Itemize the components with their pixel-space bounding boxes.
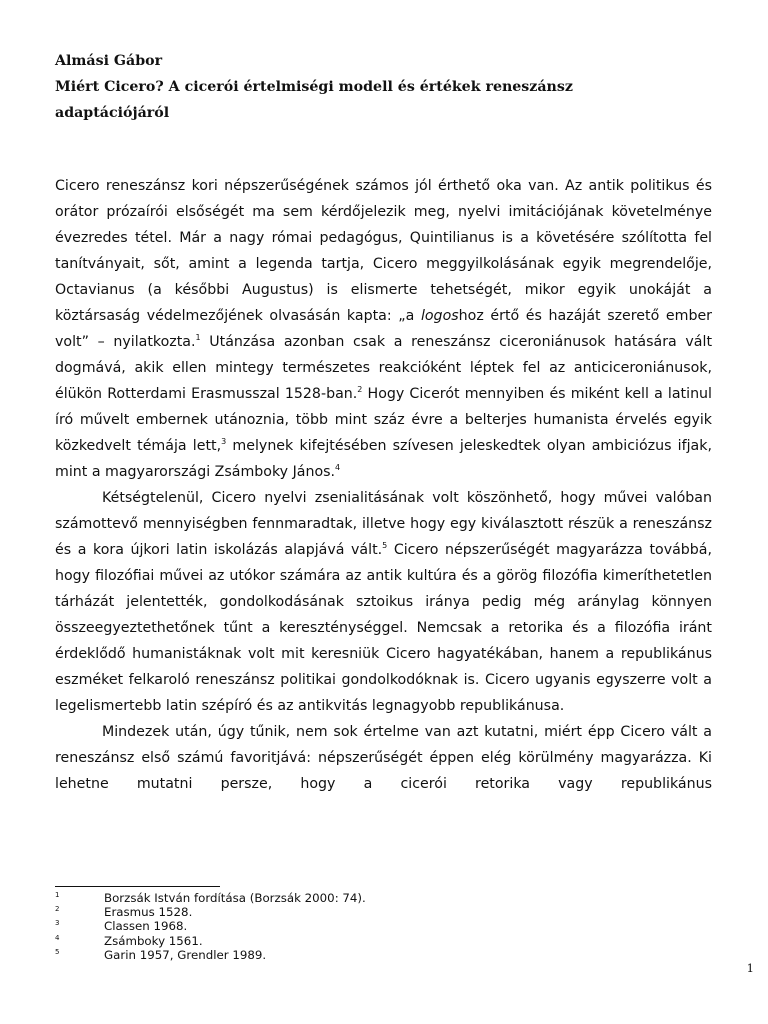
footnote-text: Zsámboky 1561. xyxy=(104,933,203,948)
footnote-text: Erasmus 1528. xyxy=(104,905,193,920)
footnote-number: 3 xyxy=(55,919,60,928)
footnote-3 xyxy=(55,919,712,933)
footnote-2 xyxy=(55,905,712,919)
footnote-ref-1[interactable]: 1 xyxy=(195,333,201,342)
footnote-separator xyxy=(55,886,220,887)
paragraph-2-text-b: Cicero népszerűségét magyarázza továbbá, hogy filozófiai művei az utókor számára az antik kultúra és a görög filozófia kimeríthetetlen tárházát jelentették, gondolkodásának sztoikus iránya pedig még aránylag könnyen összeegyeztethetőnek tűnt a kereszténységgel. Nemcsak a retorika és a filozófia iránt érdeklődő humanistáknak volt mit keresniük Cicero hagyatékában, hanem a republikánus eszméket felkaroló reneszánsz politikai gondolkodóknak is. Cicero ugyanis egyszerre volt a legelismertebb latin szépíró és az antikvitás legnagyobb republikánusa. xyxy=(55,542,712,714)
article-title-line-1: Miért Cicero? A cicerói értelmiségi modell és értékek reneszánsz xyxy=(55,79,573,95)
footnotes xyxy=(55,891,712,962)
paragraph-1-text-f: melynek kifejtésében szívesen jeleskedtek olyan ambiciózus ifjak, mint a magyarországi Zsámboky János. xyxy=(55,438,712,480)
paragraph-3: Mindezek után, úgy tűnik, nem sok értelme van azt kutatni, miért épp Cicero vált a reneszánsz első számú favoritjává: népszerűségét éppen elég körülmény magyarázza. Ki lehetne mutatni persze, hogy a cicerói retorika vagy republikánus xyxy=(55,724,712,792)
footnote-text: Classen 1968. xyxy=(104,919,188,934)
author-name: Almási Gábor xyxy=(55,53,163,69)
page-number: 1 xyxy=(746,961,754,975)
footnote-text: Garin 1957, Grendler 1989. xyxy=(104,947,267,962)
footnote-ref-3[interactable]: 3 xyxy=(221,437,227,446)
paragraph-2 xyxy=(55,485,712,719)
footnote-ref-2[interactable]: 2 xyxy=(357,385,363,394)
footnote-5 xyxy=(55,948,712,962)
article-header xyxy=(55,48,712,126)
footnote-text: Borzsák István fordítása (Borzsák 2000: 74). xyxy=(104,891,366,905)
footnote-ref-4[interactable]: 4 xyxy=(335,463,341,472)
article-title-line-2: adaptációjáról xyxy=(55,105,170,121)
paragraph-1-italic-logos: logos xyxy=(420,308,459,324)
paragraph-1-text-c: hoz értő és hazáját szerető ember volt” – nyilatkozta. xyxy=(55,308,713,350)
footnote-number: 5 xyxy=(55,947,60,956)
paragraph-1-text-e: Hogy Cicerót mennyiben és miként kell a latinul író művelt embernek utánoznia, több mint száz évre a belterjes humanista érvelés egyik közkedvelt témája lett, xyxy=(55,386,712,454)
footnote-4 xyxy=(55,934,712,948)
footnote-number: 1 xyxy=(55,891,60,899)
footnote-1 xyxy=(55,891,712,905)
footnote-ref-5[interactable]: 5 xyxy=(382,541,388,550)
paragraph-1-text-a: Cicero reneszánsz kori népszerűségének számos jól érthető oka van. Az antik politikus és orátor prózaírói elsőségét ma sem kérdőjelezik meg, nyelvi imitációjának követelménye évezredes tétel. Már a nagy római pedagógus, Quintilianus is a követésére szólította fel tanítványait, sőt, amint a legenda tartja, Cicero meggyilkolásának egyik megrendelője, Octavianus (a későbbi Augustus) is elismerte tehetségét, mikor egyik unokáját a köztársaság védelmezőjének olvasásán kapta: „a xyxy=(55,178,712,324)
article-body xyxy=(55,173,712,797)
footnote-number: 2 xyxy=(55,905,60,914)
article-title xyxy=(55,74,712,126)
paragraph-1 xyxy=(55,173,712,485)
paragraph-2-text-a: Kétségtelenül, Cicero nyelvi zsenialitásának volt köszönhető, hogy művei valóban számottevő mennyiségben fennmaradtak, illetve hogy egy kiválasztott részük a reneszánsz és a kora újkori latin iskolázás alapjává vált. xyxy=(55,490,712,558)
paragraph-1-text-d: Utánzása azonban csak a reneszánsz ciceroniánusok hatására vált dogmává, akik ellen mintegy természetes reakcióként léptek fel az anticiceroniánusok, élükön Rotterdami Erasmusszal 1528-ban. xyxy=(55,334,713,402)
footnote-number: 4 xyxy=(55,933,60,942)
